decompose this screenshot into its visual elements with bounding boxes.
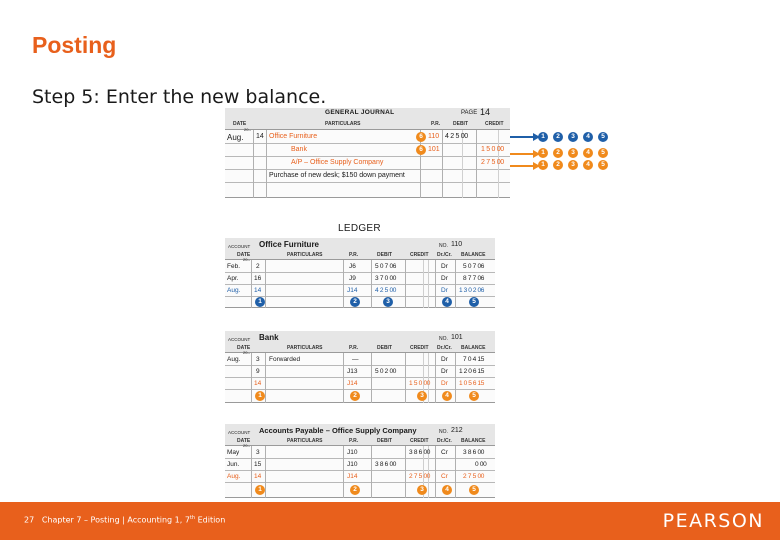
step-badge: 1 — [538, 132, 548, 142]
ledger-month: Apr. — [227, 275, 239, 282]
journal-col-credit: CREDIT — [485, 121, 504, 127]
step-badge: 5 — [598, 160, 608, 170]
journal-col-particulars: PARTICULARS — [325, 121, 361, 127]
journal-row-pr: 101 — [428, 146, 440, 153]
ledger-col-particulars: PARTICULARS — [287, 345, 323, 351]
ledger-day: 16 — [254, 275, 262, 282]
step-badge: 3 — [568, 160, 578, 170]
step-badge: 2 — [553, 132, 563, 142]
account-name: Bank — [259, 333, 279, 342]
ledger-debit: 5 0 7 06 — [375, 263, 397, 270]
ledger-month: Jun. — [227, 461, 240, 468]
ledger-month: Feb. — [227, 263, 241, 270]
account-no-label: NO. — [439, 243, 448, 249]
ledger-step-badge: 4 — [442, 485, 452, 495]
journal-day: 14 — [256, 133, 264, 140]
ledger-balance: 5 0 7 06 — [463, 263, 485, 270]
ledger-step-badge: 3 — [417, 391, 427, 401]
ledger-step-badge: 2 — [350, 297, 360, 307]
ledger-drcr: Cr — [441, 449, 448, 456]
account-no: 101 — [451, 334, 463, 341]
ledger-col-drcr: Dr./Cr. — [437, 438, 452, 444]
ledger-col-credit: CREDIT — [410, 345, 429, 351]
ledger-balance: 0 00 — [475, 461, 487, 468]
ledger-col-credit: CREDIT — [410, 438, 429, 444]
ledger-pr: J9 — [349, 275, 356, 282]
ledger-credit: 1 5 0 00 — [409, 380, 431, 387]
ledger-debit: 5 0 2 00 — [375, 368, 397, 375]
ledger-step-badge: 2 — [350, 485, 360, 495]
ledger-pr: J13 — [347, 368, 358, 375]
ledger-debit: 3 7 0 00 — [375, 275, 397, 282]
ledger-col-drcr: Dr./Cr. — [437, 252, 452, 258]
ledger-day: 14 — [254, 380, 262, 387]
ledger-drcr: Cr — [441, 473, 448, 480]
ledger-month: Aug. — [227, 473, 241, 480]
journal-year: 20-- — [244, 127, 252, 132]
ledger-step-badge: 4 — [442, 391, 452, 401]
ledger-account-accounts-payable — [225, 424, 495, 500]
slide-number: 27 — [24, 515, 35, 525]
ledger-pr: J14 — [347, 287, 358, 294]
ledger-step-badge: 5 — [469, 485, 479, 495]
ledger-balance: 2 7 5 00 — [463, 473, 485, 480]
account-no: 110 — [451, 241, 463, 248]
ledger-col-pr: P.R. — [349, 252, 359, 258]
ledger-balance: 1 2 0 6 15 — [459, 368, 484, 375]
ledger-day: 3 — [256, 356, 260, 363]
account-no-label: NO. — [439, 429, 448, 435]
step-badge: 2 — [553, 160, 563, 170]
step-badge: 3 — [568, 132, 578, 142]
journal-row-credit: 1 5 0 00 — [481, 146, 504, 153]
ledger-balance: 7 0 4 15 — [463, 356, 485, 363]
ledger-credit: 3 8 6 00 — [409, 449, 431, 456]
ledger-debit: 4 2 5 00 — [375, 287, 397, 294]
footer-edition-sup: th — [189, 515, 196, 521]
ledger-col-drcr: Dr./Cr. — [437, 345, 452, 351]
journal-explanation: Purchase of new desk; $150 down payment — [269, 172, 405, 179]
footer-edition-word: Edition — [195, 515, 226, 525]
ledger-day: 14 — [254, 473, 262, 480]
journal-page-number: 14 — [480, 107, 491, 117]
step-instruction: Step 5: Enter the new balance. — [32, 86, 327, 108]
ledger-month: May — [227, 449, 240, 456]
posting-arrow-1 — [510, 136, 534, 138]
journal-col-pr: P.R. — [431, 121, 441, 127]
ledger-debit: 3 8 6 00 — [375, 461, 397, 468]
step-badge: 1 — [538, 160, 548, 170]
ledger-col-particulars: PARTICULARS — [287, 252, 323, 258]
ledger-col-pr: P.R. — [349, 345, 359, 351]
journal-row-particulars: Office Furniture — [269, 133, 318, 140]
journal-header — [225, 108, 510, 130]
journal-col-debit: DEBIT — [453, 121, 468, 127]
ledger-pr: J14 — [347, 380, 358, 387]
step-badge: 2 — [553, 148, 563, 158]
footer-bar — [0, 502, 780, 540]
ledger-pr: J14 — [347, 473, 358, 480]
ledger-step-badge: 3 — [383, 297, 393, 307]
ledger-col-date: DATE — [237, 438, 251, 444]
ledger-balance: 8 7 7 06 — [463, 275, 485, 282]
journal-row-badge: 6 — [416, 132, 426, 142]
journal-title: GENERAL JOURNAL — [325, 109, 395, 116]
account-label: ACCOUNT — [228, 244, 251, 249]
ledger-step-badge: 2 — [350, 391, 360, 401]
journal-month: Aug. — [227, 133, 244, 142]
ledger-col-particulars: PARTICULARS — [287, 438, 323, 444]
account-label: ACCOUNT — [228, 430, 251, 435]
journal-page-label: PAGE — [461, 110, 478, 116]
ledger-balance: 1 3 0 2 06 — [459, 287, 484, 294]
ledger-col-pr: P.R. — [349, 438, 359, 444]
ledger-drcr: Dr — [441, 368, 448, 375]
journal-row-badge: 6 — [416, 145, 426, 155]
pearson-logo: PEARSON — [662, 510, 764, 532]
ledger-day: 2 — [256, 263, 260, 270]
ledger-account-bank — [225, 331, 495, 406]
ledger-col-debit: DEBIT — [377, 345, 392, 351]
journal-body — [225, 127, 510, 198]
footer-caption — [24, 515, 225, 525]
step-badge: 1 — [538, 148, 548, 158]
ledger-credit: 2 7 5 00 — [409, 473, 431, 480]
journal-row-pr: 110 — [428, 133, 440, 140]
posting-arrow-2 — [510, 153, 534, 155]
ledger-drcr: Dr — [441, 356, 448, 363]
journal-row-debit: 4 2 5 00 — [445, 133, 468, 140]
journal-row-particulars: Bank — [291, 146, 307, 153]
ledger-col-date: DATE — [237, 345, 251, 351]
ledger-particulars: Forwarded — [269, 356, 301, 363]
ledger-step-badge: 3 — [417, 485, 427, 495]
ledger-col-credit: CREDIT — [410, 252, 429, 258]
ledger-step-badge: 1 — [255, 485, 265, 495]
ledger-col-debit: DEBIT — [377, 252, 392, 258]
ledger-step-badge: 5 — [469, 391, 479, 401]
account-no-label: NO. — [439, 336, 448, 342]
ledger-drcr: Dr — [441, 263, 448, 270]
account-name: Accounts Payable – Office Supply Company — [259, 426, 417, 435]
ledger-day: 14 — [254, 287, 262, 294]
step-badge: 5 — [598, 132, 608, 142]
ledger-step-badge: 4 — [442, 297, 452, 307]
ledger-day: 15 — [254, 461, 262, 468]
posting-arrow-3 — [510, 165, 534, 167]
ledger-balance: 1 0 5 6 15 — [459, 380, 484, 387]
step-badge: 4 — [583, 160, 593, 170]
step-badge: 5 — [598, 148, 608, 158]
account-name: Office Furniture — [259, 240, 320, 249]
ledger-drcr: Dr — [441, 380, 448, 387]
ledger-drcr: Dr — [441, 275, 448, 282]
posting-figure — [222, 108, 618, 500]
ledger-col-balance: BALANCE — [461, 345, 486, 351]
ledger-year: 20-- — [243, 443, 251, 448]
journal-col-date: DATE — [233, 121, 247, 127]
ledger-day: 3 — [256, 449, 260, 456]
step-badge: 4 — [583, 148, 593, 158]
ledger-account-office-furniture — [225, 238, 495, 320]
ledger-col-balance: BALANCE — [461, 252, 486, 258]
ledger-day: 9 — [256, 368, 260, 375]
ledger-col-date: DATE — [237, 252, 251, 258]
footer-chapter-text: Chapter 7 – Posting | Accounting 1, 7 — [41, 515, 190, 525]
account-no: 212 — [451, 427, 463, 434]
ledger-col-debit: DEBIT — [377, 438, 392, 444]
ledger-title: LEDGER — [338, 223, 381, 234]
ledger-pr: J10 — [347, 449, 358, 456]
ledger-year: 20-- — [243, 350, 251, 355]
step-badge: 4 — [583, 132, 593, 142]
ledger-pr: J10 — [347, 461, 358, 468]
ledger-year: 20-- — [243, 257, 251, 262]
step-badge: 3 — [568, 148, 578, 158]
ledger-drcr: Dr — [441, 287, 448, 294]
ledger-col-balance: BALANCE — [461, 438, 486, 444]
ledger-step-badge: 5 — [469, 297, 479, 307]
ledger-step-badge: 1 — [255, 297, 265, 307]
journal-row-credit: 2 7 5 00 — [481, 159, 504, 166]
account-label: ACCOUNT — [228, 337, 251, 342]
ledger-month: Aug. — [227, 287, 241, 294]
ledger-step-badge: 1 — [255, 391, 265, 401]
ledger-pr: J6 — [349, 263, 356, 270]
ledger-pr: — — [352, 356, 359, 363]
ledger-month: Aug. — [227, 356, 241, 363]
ledger-balance: 3 8 6 00 — [463, 449, 485, 456]
slide-title: Posting — [32, 32, 117, 58]
journal-row-particulars: A/P – Office Supply Company — [291, 159, 384, 166]
